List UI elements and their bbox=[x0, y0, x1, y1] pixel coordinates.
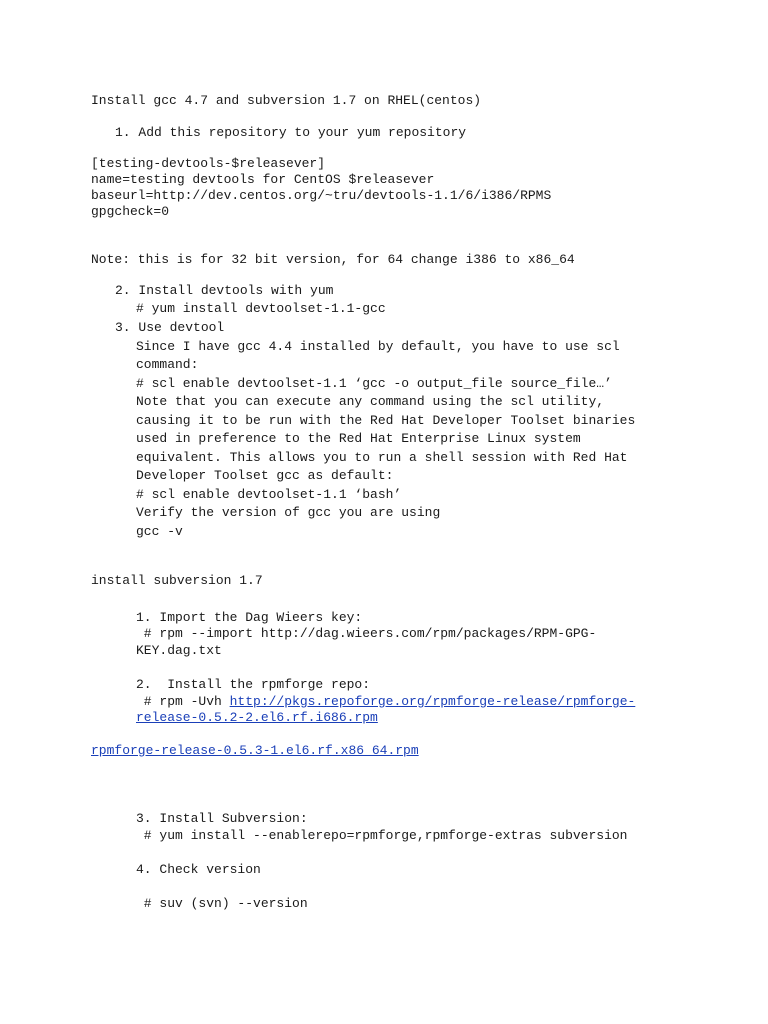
step-3-line: used in preference to the Red Hat Enterprise Linux system bbox=[136, 431, 581, 446]
subversion-heading: install subversion 1.7 bbox=[91, 573, 263, 588]
svn-step-3: 3. Install Subversion: bbox=[136, 811, 308, 826]
step-3-line: command: bbox=[136, 357, 199, 372]
repo-line: baseurl=http://dev.centos.org/~tru/devtools-1.1/6/i386/RPMS bbox=[91, 188, 552, 203]
svn-step-1-command: KEY.dag.txt bbox=[136, 643, 222, 658]
svn-step-2: 2. Install the rpmforge repo: bbox=[136, 677, 371, 692]
doc-title: Install gcc 4.7 and subversion 1.7 on RHEL(centos) bbox=[91, 93, 482, 108]
rpmforge-link[interactable]: release-0.5.2-2.el6.rf.i686.rpm bbox=[136, 710, 378, 725]
svn-step-4: 4. Check version bbox=[136, 862, 261, 877]
step-3: 3. Use devtool bbox=[115, 320, 225, 335]
note-line: Note: this is for 32 bit version, for 64 change i386 to x86_64 bbox=[91, 252, 575, 267]
svn-step-2-command bbox=[136, 694, 635, 710]
step-2-command: # yum install devtoolset-1.1-gcc bbox=[136, 301, 386, 316]
step-1: 1. Add this repository to your yum repository bbox=[115, 125, 467, 140]
step-3-line: Since I have gcc 4.4 installed by default, you have to use scl bbox=[136, 339, 620, 354]
rpmforge-link[interactable]: http://pkgs.repoforge.org/rpmforge-release/rpmforge- bbox=[229, 694, 636, 709]
step-3-line: # scl enable devtoolset-1.1 ‘bash’ bbox=[136, 487, 402, 502]
step-3-line: gcc -v bbox=[136, 524, 183, 539]
step-3-line: # scl enable devtoolset-1.1 ‘gcc -o output_file source_file…’ bbox=[136, 376, 612, 391]
repo-line: name=testing devtools for CentOS $releasever bbox=[91, 172, 435, 187]
svn-step-2-link-cont bbox=[136, 710, 378, 726]
rpmforge-x86-64-link[interactable]: rpmforge-release-0.5.3-1.el6.rf.x86_64.rpm bbox=[91, 743, 419, 758]
svn-step-4-command: # suv (svn) --version bbox=[136, 896, 308, 911]
step-3-line: causing it to be run with the Red Hat Developer Toolset binaries bbox=[136, 413, 636, 428]
step-3-line: Note that you can execute any command using the scl utility, bbox=[136, 394, 605, 409]
svn-step-3-command: # yum install --enablerepo=rpmforge,rpmforge-extras subversion bbox=[136, 828, 628, 843]
repo-line: gpgcheck=0 bbox=[91, 204, 170, 219]
repo-line: [testing-devtools-$releasever] bbox=[91, 156, 326, 171]
command-prefix: # rpm -Uvh bbox=[136, 694, 230, 709]
step-2: 2. Install devtools with yum bbox=[115, 283, 334, 298]
step-3-line: equivalent. This allows you to run a shell session with Red Hat bbox=[136, 450, 628, 465]
svn-step-2-link-x86_64 bbox=[91, 743, 419, 759]
svn-step-1-command: # rpm --import http://dag.wieers.com/rpm/packages/RPM-GPG- bbox=[136, 626, 597, 641]
svn-step-1: 1. Import the Dag Wieers key: bbox=[136, 610, 363, 625]
step-3-line: Verify the version of gcc you are using bbox=[136, 505, 441, 520]
step-3-line: Developer Toolset gcc as default: bbox=[136, 468, 394, 483]
